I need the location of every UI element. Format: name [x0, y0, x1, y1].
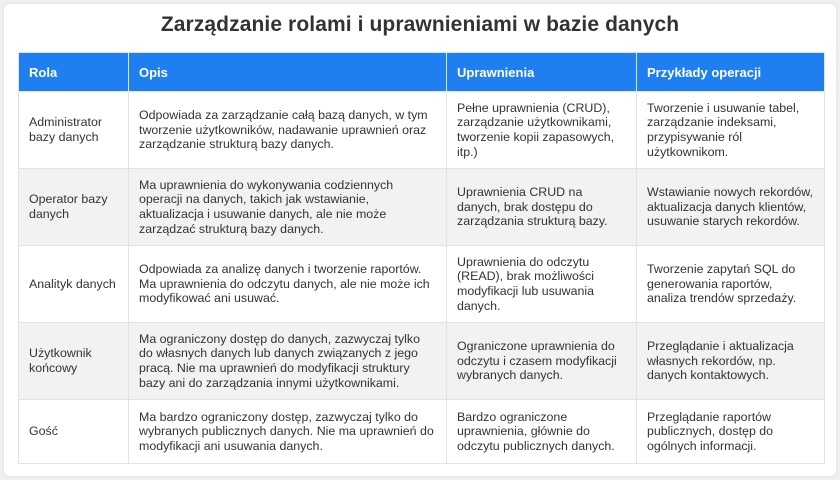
cell-examples: Przeglądanie raportów publicznych, dostęp do ogólnych informacji. — [637, 400, 825, 464]
cell-description: Ma uprawnienia do wykonywania codziennych operacji na danych, takich jak wstawianie, aktualizacja i usuwanie danych, ale nie może zarządzać strukturą bazy danych. — [129, 169, 447, 246]
cell-permissions: Uprawnienia CRUD na danych, brak dostępu do zarządzania strukturą bazy. — [447, 169, 637, 246]
table-row — [19, 323, 825, 400]
cell-description: Odpowiada za zarządzanie całą bazą danych, w tym tworzenie użytkowników, nadawanie uprawnień oraz zarządzanie strukturą bazy danych. — [129, 92, 447, 169]
cell-role: Gość — [19, 400, 129, 464]
page-title: Zarządzanie rolami i uprawnieniami w bazie danych — [160, 13, 680, 36]
cell-examples: Tworzenie zapytań SQL do generowania raportów, analiza trendów sprzedaży. — [637, 246, 825, 323]
table-header-row — [19, 53, 825, 92]
table-row — [19, 400, 825, 464]
cell-role: Użytkownik końcowy — [19, 323, 129, 400]
roles-table — [18, 52, 825, 464]
table-row — [19, 246, 825, 323]
column-header-permissions: Uprawnienia — [447, 53, 637, 92]
document-page — [4, 4, 836, 476]
cell-description: Odpowiada za analizę danych i tworzenie raportów. Ma uprawnienia do odczytu danych, ale nie może ich modyfikować ani usuwać. — [129, 246, 447, 323]
cell-description: Ma bardzo ograniczony dostęp, zazwyczaj tylko do wybranych publicznych danych. Nie ma uprawnień do modyfikacji ani usuwania danych. — [129, 400, 447, 464]
cell-permissions: Ograniczone uprawnienia do odczytu i czasem modyfikacji wybranych danych. — [447, 323, 637, 400]
table-row — [19, 92, 825, 169]
cell-description: Ma ograniczony dostęp do danych, zazwyczaj tylko do własnych danych lub danych związanych z jego pracą. Nie ma uprawnień do modyfikacji struktury bazy ani do zarządzania innymi użytkownikami. — [129, 323, 447, 400]
table-row — [19, 169, 825, 246]
cell-role: Analityk danych — [19, 246, 129, 323]
column-header-role: Rola — [19, 53, 129, 92]
cell-permissions: Bardzo ograniczone uprawnienia, głównie do odczytu publicznych danych. — [447, 400, 637, 464]
cell-examples: Wstawianie nowych rekordów, aktualizacja danych klientów, usuwanie starych rekordów. — [637, 169, 825, 246]
cell-examples: Przeglądanie i aktualizacja własnych rekordów, np. danych kontaktowych. — [637, 323, 825, 400]
cell-role: Operator bazy danych — [19, 169, 129, 246]
cell-examples: Tworzenie i usuwanie tabel, zarządzanie indeksami, przypisywanie ról użytkownikom. — [637, 92, 825, 169]
column-header-examples: Przykłady operacji — [637, 53, 825, 92]
cell-permissions: Pełne uprawnienia (CRUD), zarządzanie użytkownikami, tworzenie kopii zapasowych, itp.) — [447, 92, 637, 169]
column-header-description: Opis — [129, 53, 447, 92]
cell-role: Administrator bazy danych — [19, 92, 129, 169]
cell-permissions: Uprawnienia do odczytu (READ), brak możliwości modyfikacji lub usuwania danych. — [447, 246, 637, 323]
